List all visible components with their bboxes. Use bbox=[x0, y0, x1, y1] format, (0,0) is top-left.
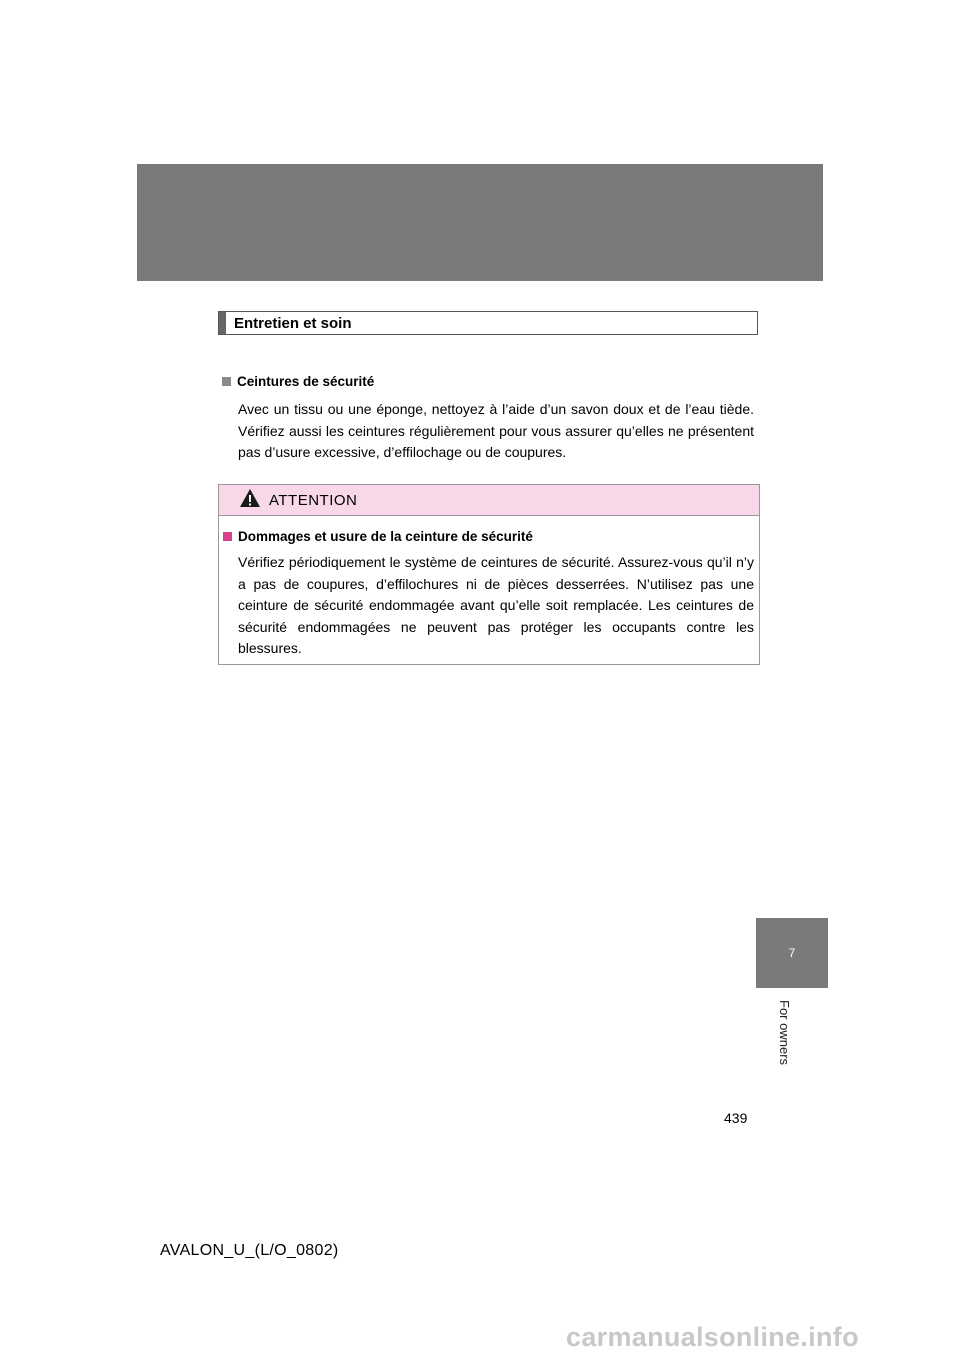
section-header-bar bbox=[219, 312, 226, 334]
document-code: AVALON_U_(L/O_0802) bbox=[160, 1242, 339, 1259]
caution-box bbox=[218, 484, 760, 665]
chapter-number: 7 bbox=[788, 946, 796, 960]
page-number: 439 bbox=[724, 1110, 748, 1126]
seatbelts-heading bbox=[222, 374, 374, 389]
section-header bbox=[218, 311, 758, 335]
watermark: carmanualsonline.info bbox=[566, 1322, 859, 1352]
square-bullet-icon bbox=[222, 377, 231, 386]
caution-paragraph: Vérifiez périodiquement le système de ceintures de sécurité. Assurez-vous qu’il n’y a pas de coupures, d’effilochures ni de pièces desserrées. N’utilisez pas une ceinture de sécurité endommagée avant qu’elle soit remplacée. Les ceintures de sécurité endommagées ne peuvent pas protéger les occupants contre les blessures. bbox=[238, 554, 754, 656]
chapter-tab bbox=[756, 918, 828, 988]
chapter-label: For owners bbox=[777, 1000, 792, 1066]
section-title: Entretien et soin bbox=[234, 314, 352, 332]
seatbelts-paragraph: Avec un tissu ou une éponge, nettoyez à l’aide d’un savon doux et de l’eau tiède. Vérifiez aussi les ceintures régulièrement pour vous assurer qu’elles ne présentent pas d’usure excessive, d’effilochage ou de coupures. bbox=[238, 401, 754, 460]
caution-label: ATTENTION bbox=[269, 491, 358, 509]
chapter-banner bbox=[137, 164, 823, 281]
warning-triangle-icon bbox=[239, 488, 261, 513]
caution-header bbox=[219, 485, 759, 516]
caution-heading-text: Dommages et usure de la ceinture de sécurité bbox=[238, 529, 533, 544]
seatbelts-heading-text: Ceintures de sécurité bbox=[237, 374, 375, 389]
caution-heading bbox=[223, 529, 533, 544]
square-bullet-icon bbox=[223, 532, 232, 541]
